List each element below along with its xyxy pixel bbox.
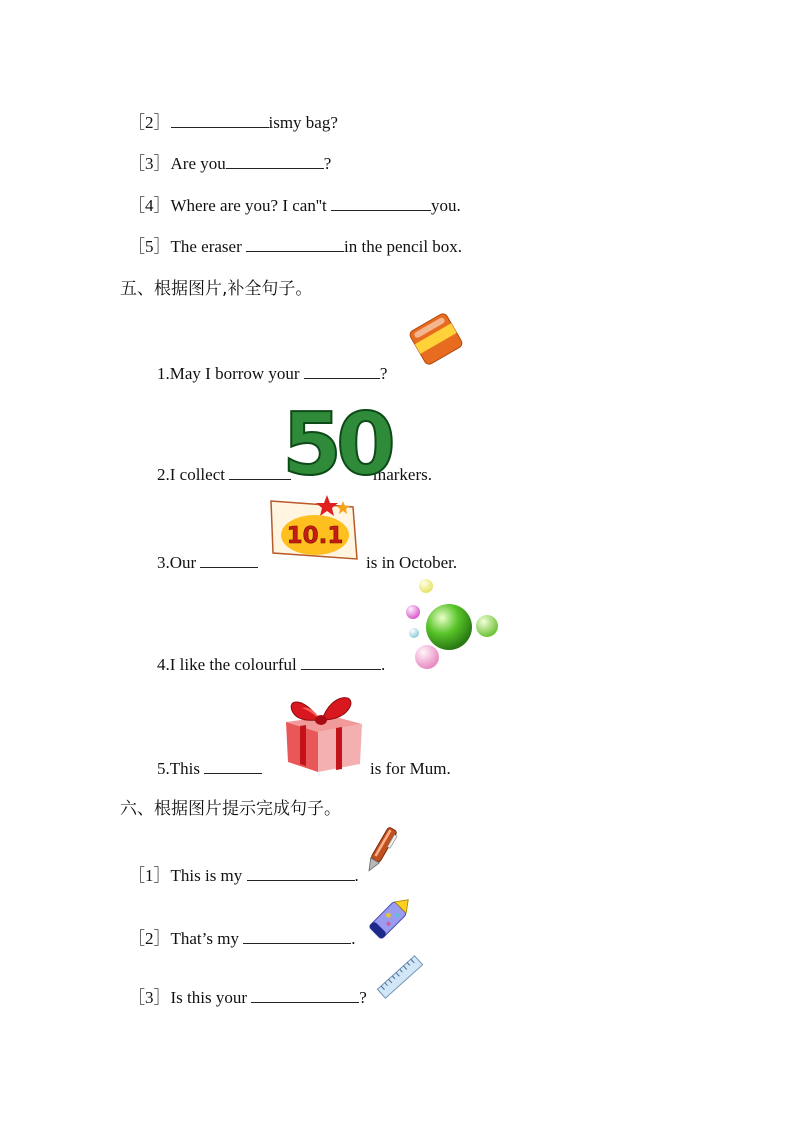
eraser-icon: [405, 306, 467, 372]
answer-blank[interactable]: [247, 866, 355, 881]
sentence-start: This is my: [170, 866, 247, 885]
s6-item-3: [128, 983, 367, 1008]
pen-icon: [364, 824, 398, 876]
s6-item-2: [128, 924, 355, 949]
s5-item-3: [157, 553, 258, 573]
item-number: ［1］: [128, 866, 171, 885]
item-number: ［3］: [128, 988, 171, 1007]
sentence-end: ?: [379, 364, 388, 383]
national-day-icon: [265, 493, 363, 565]
answer-blank[interactable]: [200, 553, 258, 568]
item-number: ［2］: [128, 113, 171, 132]
s5-item-3-end: is in October.: [366, 553, 458, 572]
item-number: ［3］: [128, 154, 171, 173]
s5-item-5-end: is for Mum.: [370, 759, 451, 778]
sentence-start: That’s my: [170, 929, 244, 948]
answer-blank[interactable]: [331, 196, 431, 211]
sentence-start: 3.Our: [157, 553, 201, 572]
s4-item-3: [128, 149, 331, 174]
number-50-icon: [282, 392, 390, 495]
s4-item-5: [128, 232, 462, 257]
item-number: ［2］: [128, 929, 171, 948]
item-number: ［5］: [128, 237, 171, 256]
sentence-start: 5.This: [157, 759, 205, 778]
answer-blank[interactable]: [171, 113, 269, 128]
ruler-icon: [375, 952, 425, 1002]
answer-blank[interactable]: [304, 364, 380, 379]
sentence-end: .: [354, 866, 359, 885]
sentence-end: you.: [430, 196, 461, 215]
picture-label: 50: [282, 395, 390, 495]
s5-item-4: [157, 655, 385, 675]
sentence-end: in the pencil box.: [344, 237, 463, 256]
answer-blank[interactable]: [226, 154, 324, 169]
item-number: ［4］: [128, 196, 171, 215]
sentence-start: Where are you? I can''t: [170, 196, 331, 215]
answer-blank[interactable]: [251, 988, 359, 1003]
sentence-end: .: [381, 655, 386, 674]
answer-blank[interactable]: [301, 655, 381, 670]
sentence-start: 2.I collect: [157, 465, 230, 484]
s5-item-5: [157, 759, 262, 779]
bubbles-icon: [400, 575, 502, 673]
crayon-icon: [365, 888, 419, 944]
sentence-start: 4.I like the colourful: [157, 655, 301, 674]
s5-item-1: [157, 364, 387, 384]
sentence-start: 1.May I borrow your: [157, 364, 304, 383]
s5-item-2: [157, 465, 291, 485]
section-6-title: 六、根据图片提示完成句子。: [120, 799, 341, 819]
s4-item-2: [128, 108, 338, 133]
sentence-end: ?: [359, 988, 367, 1007]
sentence-start: Is this your: [170, 988, 252, 1007]
section-5-title: 五、根据图片,补全句子。: [120, 279, 313, 299]
s6-item-1: [128, 861, 359, 886]
s5-item-2-end: markers.: [373, 465, 433, 484]
sentence-start: The eraser: [170, 237, 247, 256]
sentence-end: ismy bag?: [268, 113, 338, 132]
answer-blank[interactable]: [243, 929, 351, 944]
sentence-end: .: [351, 929, 356, 948]
answer-blank[interactable]: [246, 237, 344, 252]
picture-label: 10.1: [286, 523, 344, 549]
answer-blank[interactable]: [204, 759, 262, 774]
s4-item-4: [128, 191, 461, 216]
sentence-end: ?: [323, 154, 332, 173]
sentence-start: Are you: [170, 154, 226, 173]
gift-box-icon: [272, 686, 368, 776]
